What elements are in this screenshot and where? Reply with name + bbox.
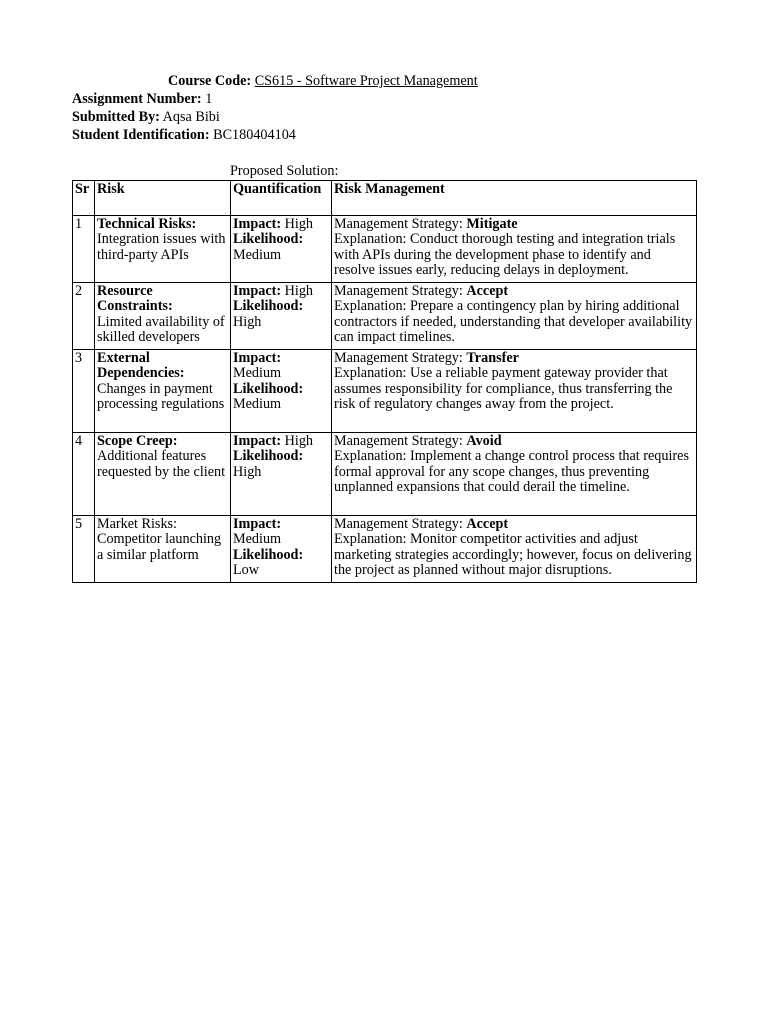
risk-description: Additional features requested by the client	[97, 448, 226, 480]
explanation-text: Conduct thorough testing and integration trials with APIs during the development phase to identify and resolve issues early, reducing delays in deployment.	[334, 231, 676, 279]
row-risk	[95, 216, 231, 283]
risk-description: Integration issues with third-party APIs	[97, 231, 226, 263]
explanation-label: Explanation:	[334, 231, 407, 248]
explanation-text: Implement a change control process that requires formal approval for any scope changes, thus preventing unplanned expansions that could derail the timeline.	[334, 448, 689, 496]
risk-title: External Dependencies:	[97, 350, 185, 382]
risk-title: Technical Risks:	[97, 216, 197, 232]
student-id-value: BC180404104	[213, 127, 296, 143]
explanation-label: Explanation:	[334, 531, 407, 548]
row-sr: 5	[73, 516, 95, 583]
row-quantification	[231, 350, 332, 433]
likelihood-label: Likelihood:	[233, 448, 304, 465]
table-row	[73, 283, 697, 350]
row-risk	[95, 350, 231, 433]
explanation-text: Use a reliable payment gateway provider that assumes responsibility for compliance, thus transferring the risk of regulatory changes away from the project.	[334, 365, 673, 413]
risk-title: Market Risks:	[97, 516, 177, 532]
column-header-quantification: Quantification	[231, 181, 332, 216]
row-quantification	[231, 433, 332, 516]
likelihood-value: High	[233, 463, 262, 480]
row-risk-management	[332, 433, 697, 516]
course-code-label: Course Code:	[168, 73, 252, 89]
row-quantification	[231, 516, 332, 583]
course-code-line	[168, 74, 478, 89]
risk-title: Resource Constraints:	[97, 283, 173, 315]
row-quantification	[231, 216, 332, 283]
row-risk	[95, 433, 231, 516]
strategy-label: Management Strategy:	[334, 216, 463, 232]
explanation-label: Explanation:	[334, 448, 407, 465]
student-id-line	[72, 128, 296, 143]
submitted-by-value: Aqsa Bibi	[162, 109, 220, 125]
row-risk-management	[332, 283, 697, 350]
risk-description: Competitor launching a similar platform	[97, 531, 222, 563]
row-risk-management	[332, 350, 697, 433]
impact-label: Impact:	[233, 283, 282, 299]
submitted-by-line	[72, 110, 220, 125]
row-sr: 4	[73, 433, 95, 516]
risk-title: Scope Creep:	[97, 433, 178, 449]
risk-description: Changes in payment processing regulations	[97, 380, 225, 413]
likelihood-label: Likelihood:	[233, 380, 304, 397]
strategy-label: Management Strategy:	[334, 283, 463, 299]
row-risk	[95, 283, 231, 350]
strategy-value: Avoid	[466, 433, 502, 449]
strategy-value: Accept	[466, 283, 509, 299]
impact-label: Impact:	[233, 516, 282, 532]
likelihood-label: Likelihood:	[233, 231, 304, 248]
student-id-label: Student Identification:	[72, 127, 210, 143]
row-sr: 1	[73, 216, 95, 283]
table-row	[73, 516, 697, 583]
impact-value: High	[284, 433, 313, 449]
assignment-number-value: 1	[205, 91, 213, 107]
likelihood-label: Likelihood:	[233, 546, 304, 563]
row-risk	[95, 516, 231, 583]
impact-label: Impact:	[233, 216, 282, 232]
strategy-value: Accept	[466, 516, 509, 532]
likelihood-label: Likelihood:	[233, 298, 304, 315]
strategy-label: Management Strategy:	[334, 516, 463, 532]
proposed-solution-heading: Proposed Solution:	[230, 163, 339, 179]
table-row	[73, 433, 697, 516]
likelihood-value: Medium	[233, 396, 282, 413]
risk-table	[72, 180, 697, 583]
strategy-label: Management Strategy:	[334, 350, 463, 366]
likelihood-value: Low	[233, 562, 260, 579]
impact-value: Medium	[233, 365, 282, 382]
row-risk-management	[332, 516, 697, 583]
impact-value: Medium	[233, 531, 282, 548]
column-header-sr: Sr	[73, 181, 95, 216]
likelihood-value: Medium	[233, 246, 282, 263]
assignment-number-line	[72, 92, 212, 107]
assignment-number-label: Assignment Number:	[72, 91, 202, 107]
strategy-value: Mitigate	[466, 216, 518, 232]
column-header-risk: Risk	[95, 181, 231, 216]
column-header-risk-management: Risk Management	[332, 181, 697, 216]
impact-value: High	[284, 283, 313, 299]
likelihood-value: High	[233, 313, 262, 330]
row-quantification	[231, 283, 332, 350]
explanation-text: Prepare a contingency plan by hiring additional contractors if needed, understanding that developer availability can impact timelines.	[334, 298, 693, 346]
explanation-label: Explanation:	[334, 365, 407, 382]
row-sr: 3	[73, 350, 95, 433]
strategy-label: Management Strategy:	[334, 433, 463, 449]
row-sr: 2	[73, 283, 95, 350]
table-row	[73, 350, 697, 433]
impact-label: Impact:	[233, 350, 282, 366]
risk-description: Limited availability of skilled developers	[97, 313, 225, 346]
explanation-text: Monitor competitor activities and adjust marketing strategies accordingly; however, focus on delivering the project as planned without major disruptions.	[334, 531, 692, 579]
explanation-label: Explanation:	[334, 298, 407, 315]
table-row	[73, 216, 697, 283]
impact-value: High	[284, 216, 313, 232]
course-code-value: CS615 - Software Project Management	[254, 73, 478, 89]
table-header-row	[73, 181, 697, 216]
strategy-value: Transfer	[466, 350, 519, 366]
row-risk-management	[332, 216, 697, 283]
submitted-by-label: Submitted By:	[72, 109, 160, 125]
impact-label: Impact:	[233, 433, 282, 449]
